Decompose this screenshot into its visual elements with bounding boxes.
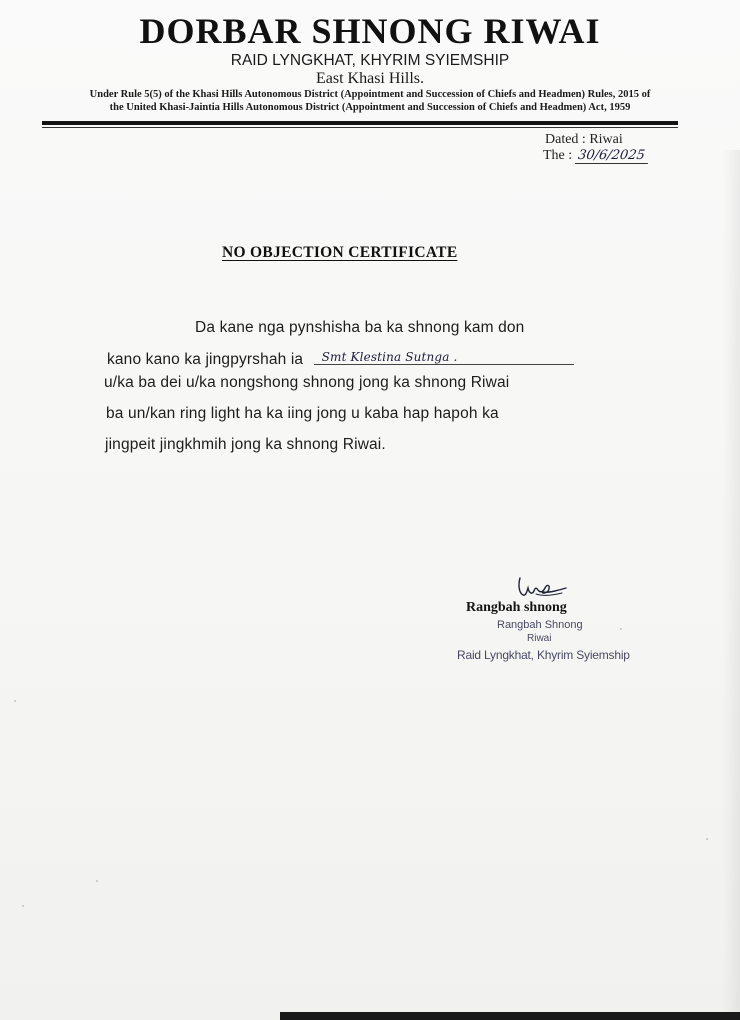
- body-line-3: u/ka ba dei u/ka nongshong shnong jong ka shnong Riwai: [104, 374, 510, 391]
- body-line-2-text: kano kano ka jingpyrshah ia: [107, 351, 304, 368]
- legal-rule-line-1: Under Rule 5(5) of the Khasi Hills Autonomous District (Appointment and Succession of Chiefs and Headmen) Rules, 2015 of: [89, 89, 651, 100]
- paper-speck: [22, 905, 24, 907]
- legal-rule-line-2: the United Khasi-Jaintia Hills Autonomous District (Appointment and Succession of Chiefs and Headmen) Act, 1959: [109, 102, 631, 113]
- signature-mark: [512, 575, 572, 601]
- handwritten-name-field: Smt Klestina Sutnga .: [314, 350, 574, 365]
- body-line-2: [107, 351, 574, 369]
- page-shadow: [722, 150, 740, 1020]
- paper-speck: [14, 700, 16, 702]
- district-name: East Khasi Hills.: [316, 70, 424, 87]
- date-row: [543, 148, 648, 164]
- page-bottom-edge: [280, 1012, 740, 1020]
- handwritten-date: 30/6/2025: [575, 148, 650, 164]
- signatory-title: Rangbah shnong: [466, 600, 567, 615]
- body-line-4: ba un/kan ring light ha ka iing jong u kaba hap hapoh ka: [106, 405, 499, 422]
- header-divider-thin: [42, 127, 678, 128]
- body-line-1: Da kane nga pynshisha ba ka shnong kam don: [195, 319, 525, 336]
- paper-speck: [620, 628, 622, 630]
- stamp-line-2: Riwai: [527, 633, 552, 644]
- header-divider-thick: [42, 121, 678, 125]
- stamp-line-1: Rangbah Shnong: [497, 619, 583, 631]
- date-label: The :: [543, 148, 573, 163]
- organization-subtitle: RAID LYNGKHAT, KHYRIM SYIEMSHIP: [230, 52, 510, 69]
- certificate-title: NO OBJECTION CERTIFICATE: [222, 244, 458, 261]
- paper-speck: [706, 838, 708, 840]
- organization-name: DORBAR SHNONG RIWAI: [139, 11, 601, 51]
- paper-speck: [96, 880, 98, 882]
- dated-place: Dated : Riwai: [545, 132, 623, 147]
- stamp-line-3: Raid Lyngkhat, Khyrim Syiemship: [457, 648, 630, 662]
- body-line-5: jingpeit jingkhmih jong ka shnong Riwai.: [105, 436, 386, 453]
